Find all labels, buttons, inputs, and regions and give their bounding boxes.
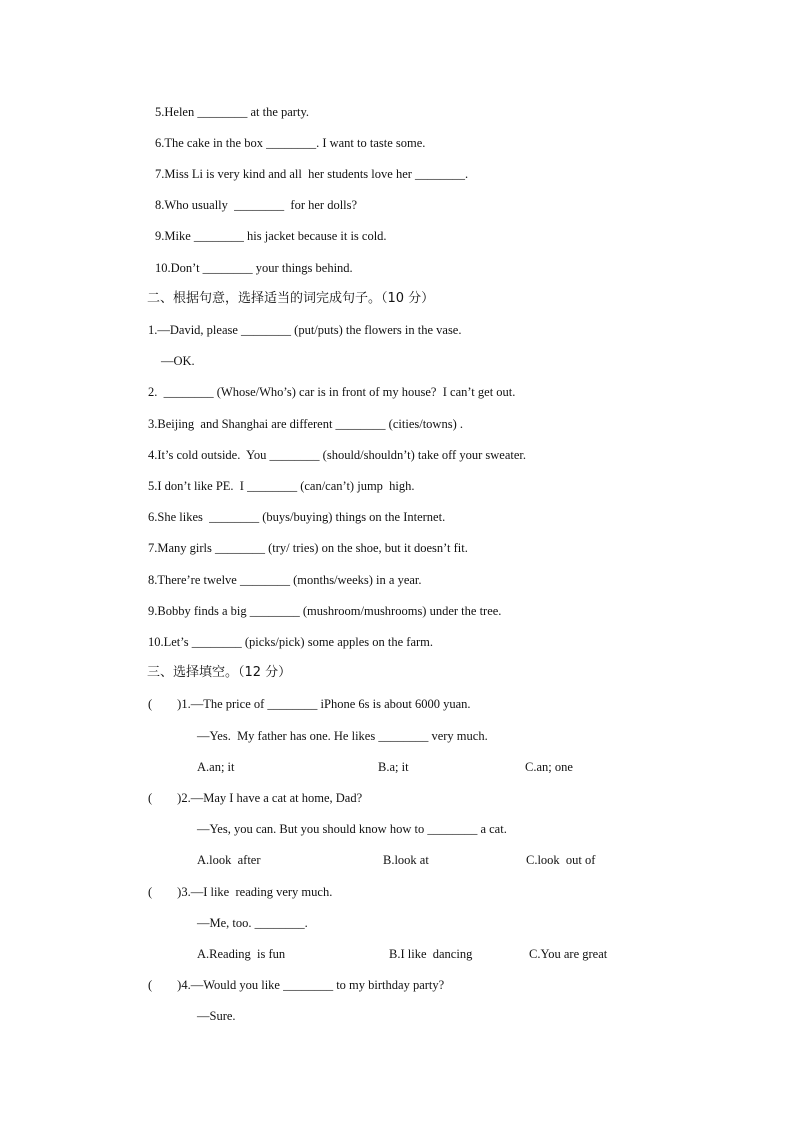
option-b: B.a; it: [378, 760, 409, 774]
option-c: C.look out of: [526, 853, 596, 867]
question-line: 10.Let’s ________ (picks/pick) some apples on the farm.: [148, 635, 434, 649]
option-b: B.I like dancing: [389, 947, 473, 961]
option-a: A.Reading is fun: [197, 947, 286, 961]
mc-question-stem: ( )1.—The price of ________ iPhone 6s is about 6000 yuan.: [148, 697, 471, 711]
question-line: 2. ________ (Whose/Who’s) car is in front of my house? I can’t get out.: [148, 385, 516, 399]
question-line: 7.Miss Li is very kind and all her students love her ________.: [155, 167, 469, 181]
mc-question-stem: ( )4.—Would you like ________ to my birthday party?: [148, 978, 445, 992]
option-b: B.look at: [383, 853, 429, 867]
mc-question-reply: —Yes, you can. But you should know how to ________ a cat.: [197, 822, 507, 836]
question-line: 8.There’re twelve ________ (months/weeks) in a year.: [148, 573, 422, 587]
mc-question-stem: ( )2.—May I have a cat at home, Dad?: [148, 791, 363, 805]
mc-question-reply: —Yes. My father has one. He likes ________ very much.: [197, 729, 488, 743]
question-line: 6.The cake in the box ________. I want to taste some.: [155, 136, 426, 150]
mc-question-stem: ( )3.—I like reading very much.: [148, 885, 333, 899]
answer-line: —OK.: [161, 354, 195, 368]
question-line: 1.—David, please ________ (put/puts) the flowers in the vase.: [148, 323, 462, 337]
question-line: 8.Who usually ________ for her dolls?: [155, 198, 358, 212]
mc-question-reply: —Me, too. ________.: [197, 916, 308, 930]
question-line: 4.It’s cold outside. You ________ (should/shouldn’t) take off your sweater.: [148, 448, 526, 462]
question-line: 5.Helen ________ at the party.: [155, 105, 310, 119]
question-line: 7.Many girls ________ (try/ tries) on the shoe, but it doesn’t fit.: [148, 541, 468, 555]
question-line: 9.Mike ________ his jacket because it is cold.: [155, 229, 387, 243]
question-line: 9.Bobby finds a big ________ (mushroom/mushrooms) under the tree.: [148, 604, 502, 618]
question-line: 3.Beijing and Shanghai are different ________ (cities/towns) .: [148, 417, 463, 431]
question-line: 6.She likes ________ (buys/buying) things on the Internet.: [148, 510, 446, 524]
option-c: C.an; one: [525, 760, 573, 774]
section-heading: 三、选择填空。（12 分）: [147, 665, 292, 680]
section-heading: 二、根据句意，选择适当的词完成句子。（10 分）: [147, 291, 435, 306]
mc-question-reply: —Sure.: [197, 1009, 236, 1023]
question-line: 5.I don’t like PE. I ________ (can/can’t) jump high.: [148, 479, 415, 493]
question-line: 10.Don’t ________ your things behind.: [155, 261, 353, 275]
option-c: C.You are great: [529, 947, 608, 961]
option-a: A.an; it: [197, 760, 235, 774]
option-a: A.look after: [197, 853, 261, 867]
